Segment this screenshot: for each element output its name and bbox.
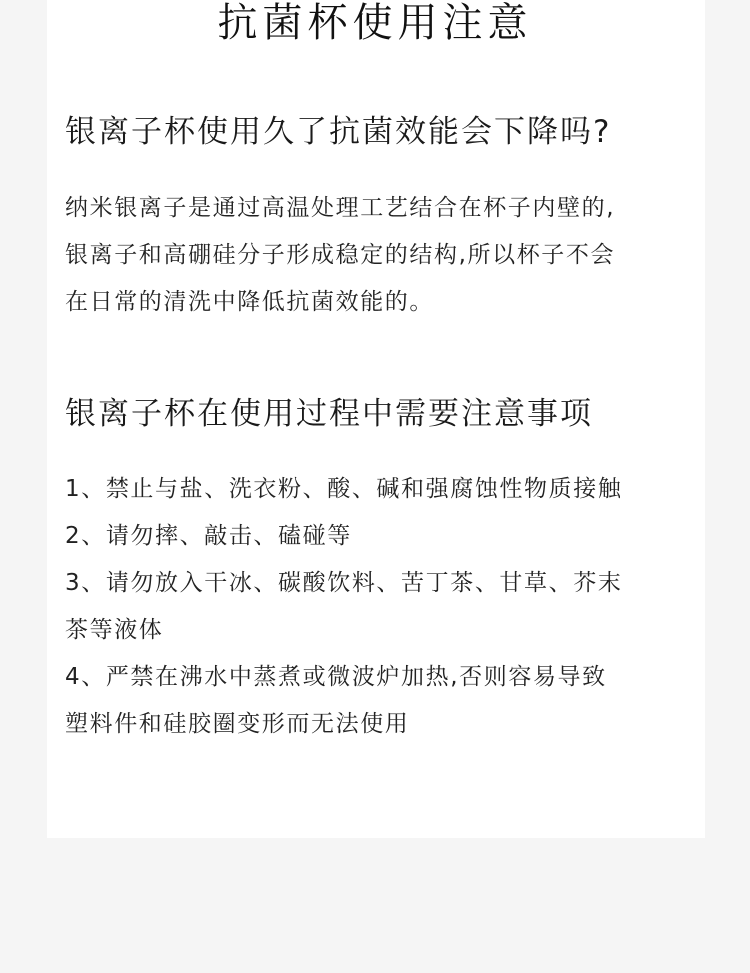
page-title: 抗菌杯使用注意: [217, 0, 533, 46]
section-heading-antibacterial-efficacy: 银离子杯使用久了抗菌效能会下降吗?: [65, 114, 612, 150]
list-item: [65, 513, 705, 560]
list-item-line: 茶等液体: [65, 617, 164, 643]
list-item: [65, 654, 705, 748]
paragraph-line: 纳米银离子是通过高温处理工艺结合在杯子内壁的,: [65, 195, 616, 221]
precautions-list: [65, 466, 705, 748]
paragraph-line: 在日常的清洗中降低抗菌效能的。: [65, 289, 434, 315]
list-item: [65, 466, 705, 513]
list-item-line: 塑料件和硅胶圈变形而无法使用: [65, 711, 410, 737]
list-item: [65, 560, 705, 654]
list-item-line: 1、禁止与盐、洗衣粉、酸、碱和强腐蚀性物质接触: [65, 476, 623, 502]
section-paragraph-antibacterial-efficacy: [65, 185, 705, 326]
list-item-line: 4、严禁在沸水中蒸煮或微波炉加热,否则容易导致: [65, 664, 607, 690]
list-item-line: 3、请勿放入干冰、碳酸饮料、苦丁茶、甘草、芥末: [65, 570, 623, 596]
list-item-line: 2、请勿摔、敲击、磕碰等: [65, 523, 352, 549]
paragraph-line: 银离子和高硼硅分子形成稳定的结构,所以杯子不会: [65, 242, 616, 268]
section-heading-usage-precautions: 银离子杯在使用过程中需要注意事项: [65, 396, 593, 432]
